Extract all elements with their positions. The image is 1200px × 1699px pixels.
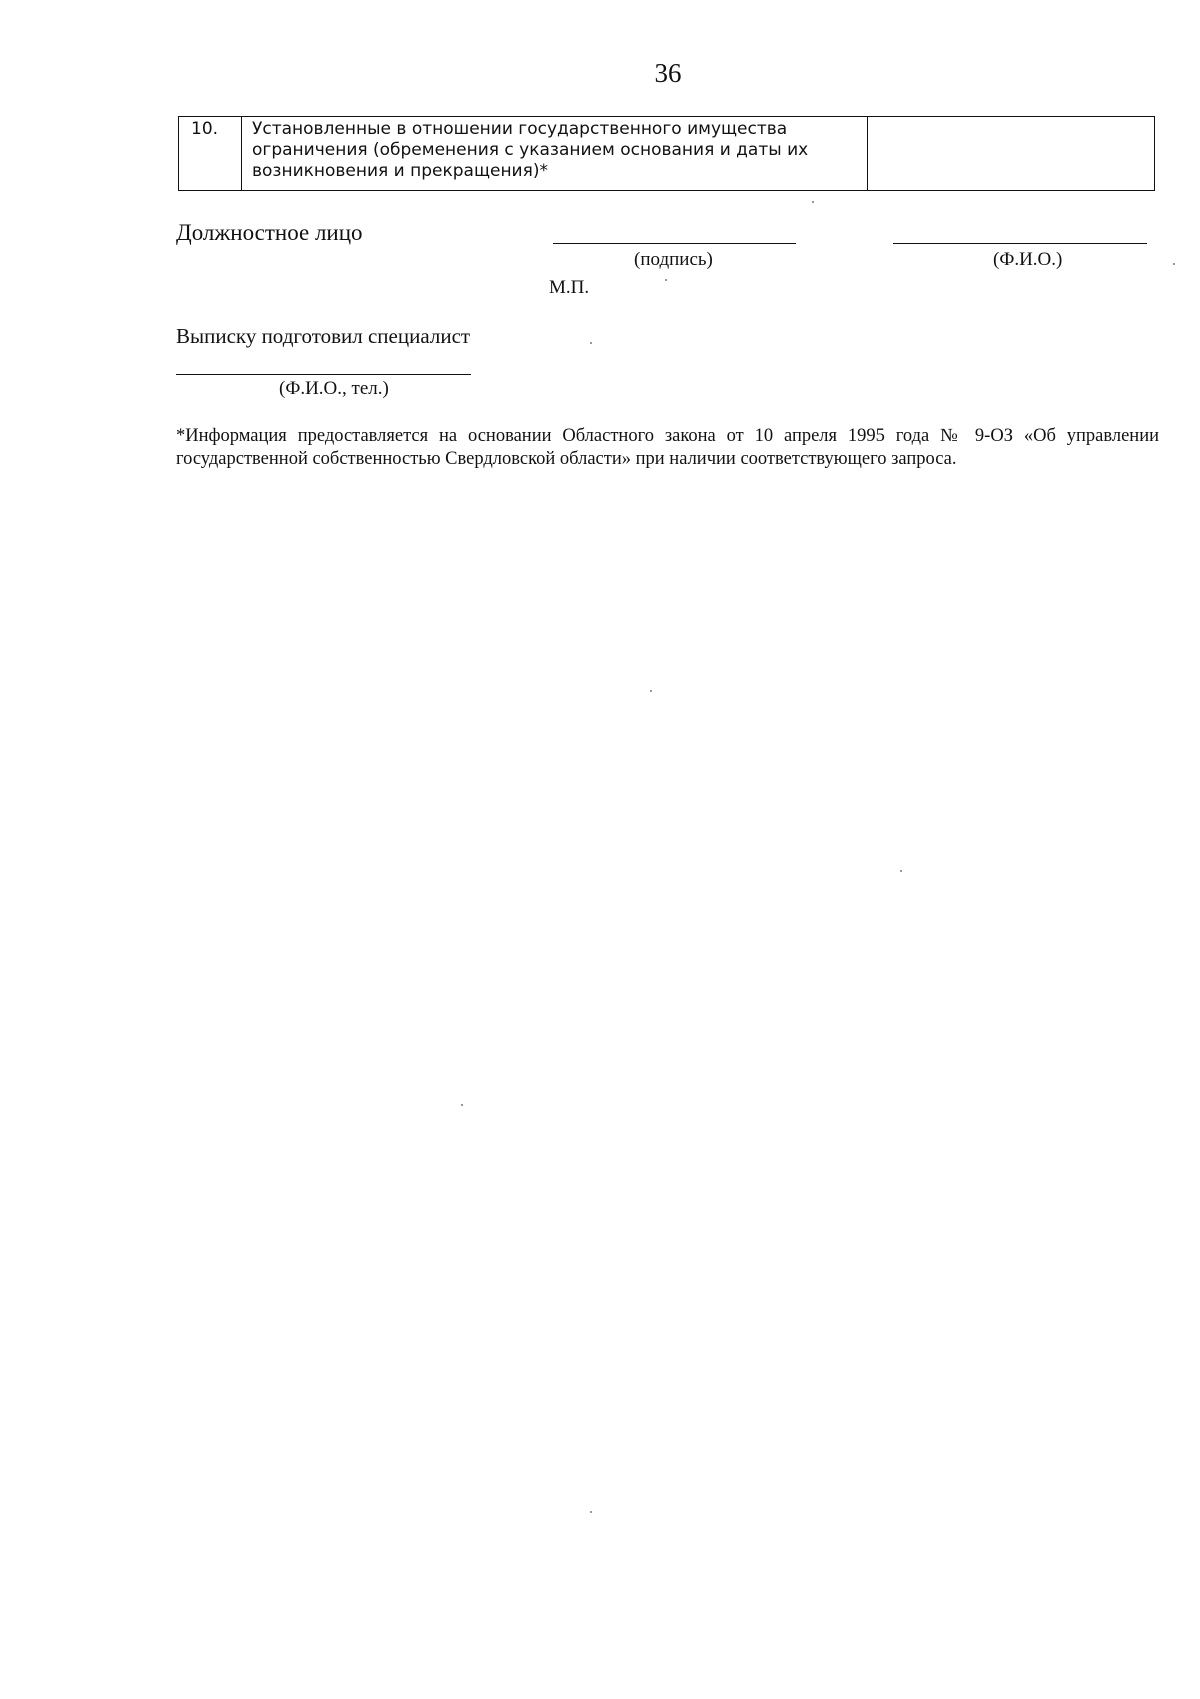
official-label: Должностное лицо bbox=[176, 220, 363, 245]
scan-speck bbox=[590, 342, 592, 344]
scan-speck bbox=[1173, 263, 1175, 265]
scan-speck bbox=[650, 690, 652, 692]
row-value bbox=[868, 117, 1155, 191]
scan-speck bbox=[665, 279, 667, 281]
specialist-line bbox=[176, 374, 471, 375]
restrictions-table bbox=[178, 116, 1155, 191]
specialist-fio-caption: (Ф.И.О., тел.) bbox=[279, 378, 389, 399]
signature-caption: (подпись) bbox=[634, 249, 713, 270]
stamp-label: М.П. bbox=[549, 277, 590, 298]
row-number: 10. bbox=[179, 117, 242, 191]
table-row bbox=[179, 117, 1155, 191]
footnote: *Информация предоставляется на основании Областного закона от 10 апреля 1995 года № 9-ОЗ «Об управлении государственной собственностью Свердловской области» при наличии соответствующего запроса. bbox=[176, 426, 1159, 469]
scan-speck bbox=[590, 1511, 592, 1513]
fio-caption: (Ф.И.О.) bbox=[993, 249, 1063, 270]
row-description: Установленные в отношении государственного имущества ограничения (обременения с указанием основания и даты их возникновения и прекращения)* bbox=[242, 117, 868, 191]
scan-speck bbox=[461, 1104, 463, 1106]
scan-speck bbox=[900, 870, 902, 872]
page-number: 36 bbox=[654, 58, 682, 88]
specialist-label: Выписку подготовил специалист bbox=[176, 324, 471, 348]
signature-line bbox=[553, 243, 796, 244]
scan-speck bbox=[812, 201, 814, 203]
fio-line bbox=[893, 243, 1147, 244]
